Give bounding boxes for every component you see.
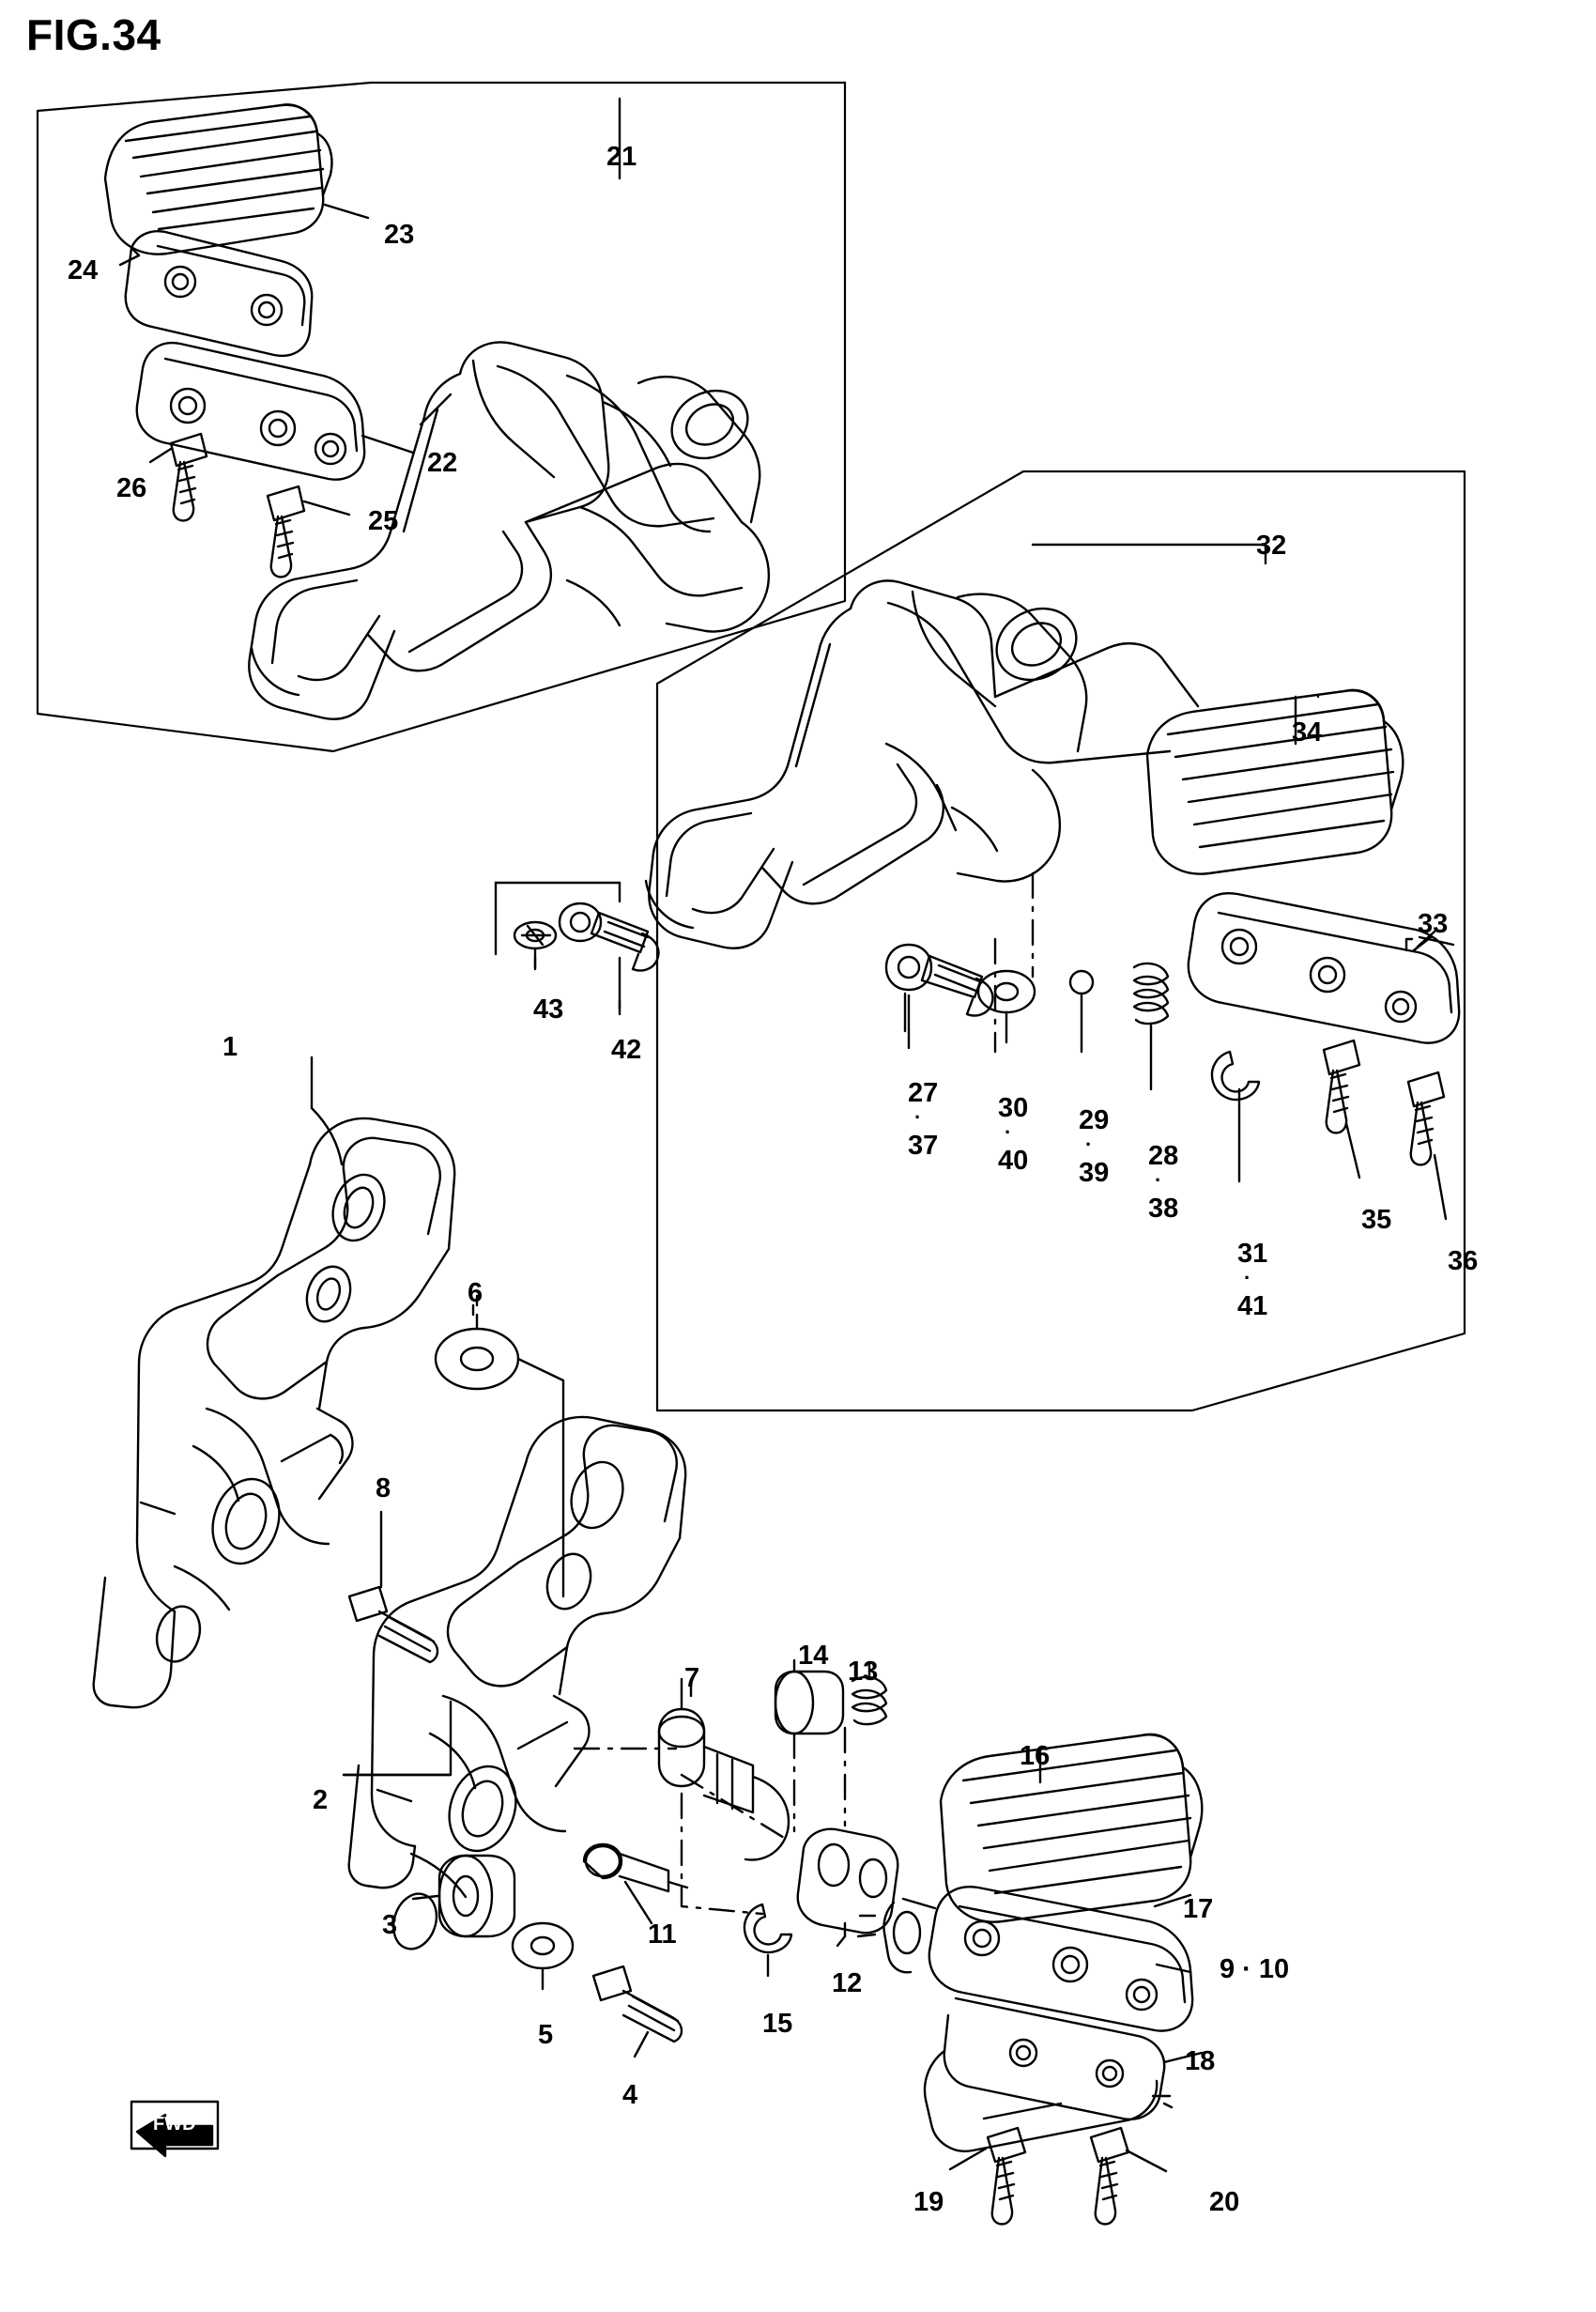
callout-25: 25 <box>368 506 399 536</box>
callout-2: 2 <box>313 1785 329 1815</box>
callout-28-38-separator: · <box>1155 1168 1162 1192</box>
callout-4: 4 <box>622 2080 638 2110</box>
callout-21: 21 <box>606 142 637 172</box>
callout-29: 29 <box>1079 1105 1110 1135</box>
callout-11: 11 <box>648 1919 677 1950</box>
callout-20: 20 <box>1209 2187 1240 2217</box>
callout-9-10: 9 · 10 <box>1220 1954 1290 1984</box>
callout-35: 35 <box>1361 1205 1392 1235</box>
callout-24: 24 <box>68 255 99 285</box>
callout-22: 22 <box>427 448 458 478</box>
callout-28: 28 <box>1148 1141 1179 1171</box>
callout-5: 5 <box>538 2020 554 2050</box>
callout-41: 41 <box>1237 1291 1268 1321</box>
callout-29-39-separator: · <box>1085 1133 1093 1156</box>
callout-31-41-separator: · <box>1244 1266 1251 1289</box>
callout-27-37-separator: · <box>914 1105 922 1129</box>
callout-37: 37 <box>908 1131 939 1161</box>
fwd-arrow-label: FWD <box>153 2114 196 2135</box>
callout-30: 30 <box>998 1093 1029 1123</box>
callout-1: 1 <box>223 1032 238 1062</box>
callout-3: 3 <box>382 1910 398 1940</box>
callout-18: 18 <box>1185 2046 1216 2076</box>
callout-34: 34 <box>1292 717 1323 748</box>
callout-32: 32 <box>1256 531 1287 561</box>
callout-15: 15 <box>762 2009 793 2039</box>
callout-8: 8 <box>376 1473 391 1503</box>
callout-27: 27 <box>908 1078 939 1108</box>
figure-title: FIG.34 <box>26 10 161 59</box>
callout-33: 33 <box>1418 909 1449 939</box>
callout-19: 19 <box>913 2187 944 2217</box>
callout-30-40-separator: · <box>1005 1120 1012 1144</box>
callout-31: 31 <box>1237 1239 1268 1269</box>
callout-13: 13 <box>848 1657 879 1687</box>
callout-16: 16 <box>1020 1741 1051 1771</box>
callout-12: 12 <box>832 1968 863 1998</box>
callout-42: 42 <box>611 1035 642 1065</box>
callout-23: 23 <box>384 220 415 250</box>
callout-17: 17 <box>1183 1894 1214 1924</box>
callout-39: 39 <box>1079 1158 1110 1188</box>
callout-36: 36 <box>1448 1246 1479 1276</box>
callout-43: 43 <box>533 994 564 1025</box>
callout-14: 14 <box>798 1641 829 1671</box>
callout-7: 7 <box>684 1663 700 1693</box>
callout-6: 6 <box>468 1278 483 1308</box>
callout-40: 40 <box>998 1146 1029 1176</box>
callout-38: 38 <box>1148 1194 1179 1224</box>
callout-26: 26 <box>116 473 147 503</box>
